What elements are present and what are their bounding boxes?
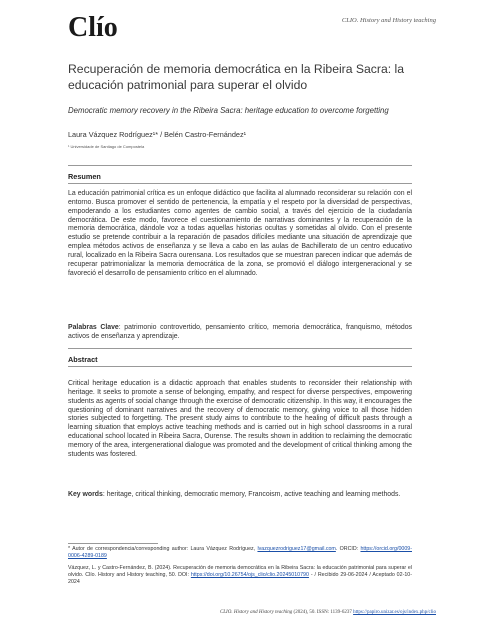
footer-journal-name: CLIO. History and History teaching xyxy=(219,610,293,615)
article-title: Recuperación de memoria democrática en la Ribeira Sacra: la educación patrimonial para superar el olvido xyxy=(68,62,404,92)
footnote-divider xyxy=(68,543,158,544)
article-authors: Laura Vázquez Rodríguez¹* / Belén Castro-Fernández¹ xyxy=(68,130,247,139)
resumen-text: La educación patrimonial crítica es un enfoque didáctico que facilita al alumnado reconsiderar su relación con el entorno. Busca promover el sentido de pertenencia, la empatía y el respeto por la diversidad de perspectivas, empoderando a los estudiantes como agentes de cambio social, a través del ejercicio de la ciudadanía democrática. De este modo, favorece el cuestionamiento de narrativas dominantes y la recuperación de la memoria democrática, dándole voz a todas aquellas historias ocultas y sometidas al olvido. Con el presente estudio se pretende contribuir a la reparación de pasados difíciles mediante una situación de aprendizaje que emplea métodos activos de enseñanza y se lleva a cabo en las aulas de Bachillerato de un centro educativo rural, localizado en la Ribeira Sacra ourensana. Los resultados que se muestran parecen indicar que además de recuperar patrimonializar la memoria democrática de la zona, se promovió el diálogo intergeneracional y se favoreció el desarrollo de pensamiento crítico en el alumnado. xyxy=(68,190,412,277)
divider xyxy=(68,183,412,184)
resumen-keywords xyxy=(68,324,412,342)
footer-details: (2024), 50. ISSN: 1139-6237 xyxy=(292,610,354,615)
orcid-label: . ORCID: xyxy=(335,546,361,552)
page-footer xyxy=(220,610,436,615)
divider xyxy=(68,366,412,367)
divider xyxy=(68,165,412,166)
abstract-keywords xyxy=(68,491,412,500)
corresponding-author-footnote xyxy=(68,546,412,560)
journal-header-right: CLIO. History and History teaching xyxy=(341,17,436,24)
doi-link[interactable]: https://doi.org/10.26754/ojs_clio/clio.20245010790 xyxy=(190,572,309,578)
abstract-heading: Abstract xyxy=(68,355,98,364)
abstract-text: Critical heritage education is a didactic approach that enables students to reconsider their relationship with heritage. It seeks to promote a sense of belonging, empathy, and respect for diverse perspectives, empowering students as agents of social change through the exercise of democratic citizenship. In this way, it encourages the questioning of dominant narratives and the recovery of democratic memory, giving voice to all those hidden stories subjected to forgetting. The present study aims to contribute to the healing of difficult pasts through a learning situation that employs active teaching methods and is carried out in high school classrooms in a rural educational school located in Ribeira Sacra, Ourense. The results shown in addition to reclaiming the democratic memory of the area, intergenerational dialogue was promoted and the development of critical thinking among the students was fostered. xyxy=(68,380,412,458)
resumen-heading: Resumen xyxy=(68,172,101,181)
clio-logo xyxy=(68,12,132,40)
author-email-link[interactable]: lvazquezrodriguez17@gmail.com xyxy=(257,546,336,552)
journal-url-link[interactable]: https://papiro.unizar.es/ojs/index.php/clio xyxy=(353,610,436,615)
keywords-values: : heritage, critical thinking, democratic memory, Francoism, active teaching and learning methods. xyxy=(102,491,401,498)
keywords-label: Key words xyxy=(68,491,103,498)
citation-footnote xyxy=(68,565,412,586)
author-affiliation: ¹ Universidade de Santiago de Compostela xyxy=(68,144,145,149)
article-subtitle: Democratic memory recovery in the Ribeira Sacra: heritage education to overcome forgetting xyxy=(68,106,389,115)
orcid-link[interactable]: https://orcid.org/0009-0006-4289-0189 xyxy=(68,546,412,559)
citation-text: Vázquez, L. y Castro-Fernández, B. (2024). Recuperación de memoria democrática en la Ribeira Sacra: la educación patrimonial para superar el olvido. Clío. History and History teaching, 50. DOI: xyxy=(68,565,412,578)
keywords-label: Palabras Clave xyxy=(68,324,119,331)
divider xyxy=(68,348,412,349)
corresponding-text: * Autor de correspondencia/corresponding author: Laura Vázquez Rodríguez, xyxy=(68,546,258,552)
keywords-values: : patrimonio controvertido, pensamiento crítico, memoria democrática, franquismo, métodos activos de enseñanza y aprendizaje. xyxy=(68,324,412,340)
clio-logo-text: Clío xyxy=(68,12,118,40)
received-accepted-dates: - / Recibido 29-06-2024 / Aceptado 02-10-2024 xyxy=(68,572,412,585)
